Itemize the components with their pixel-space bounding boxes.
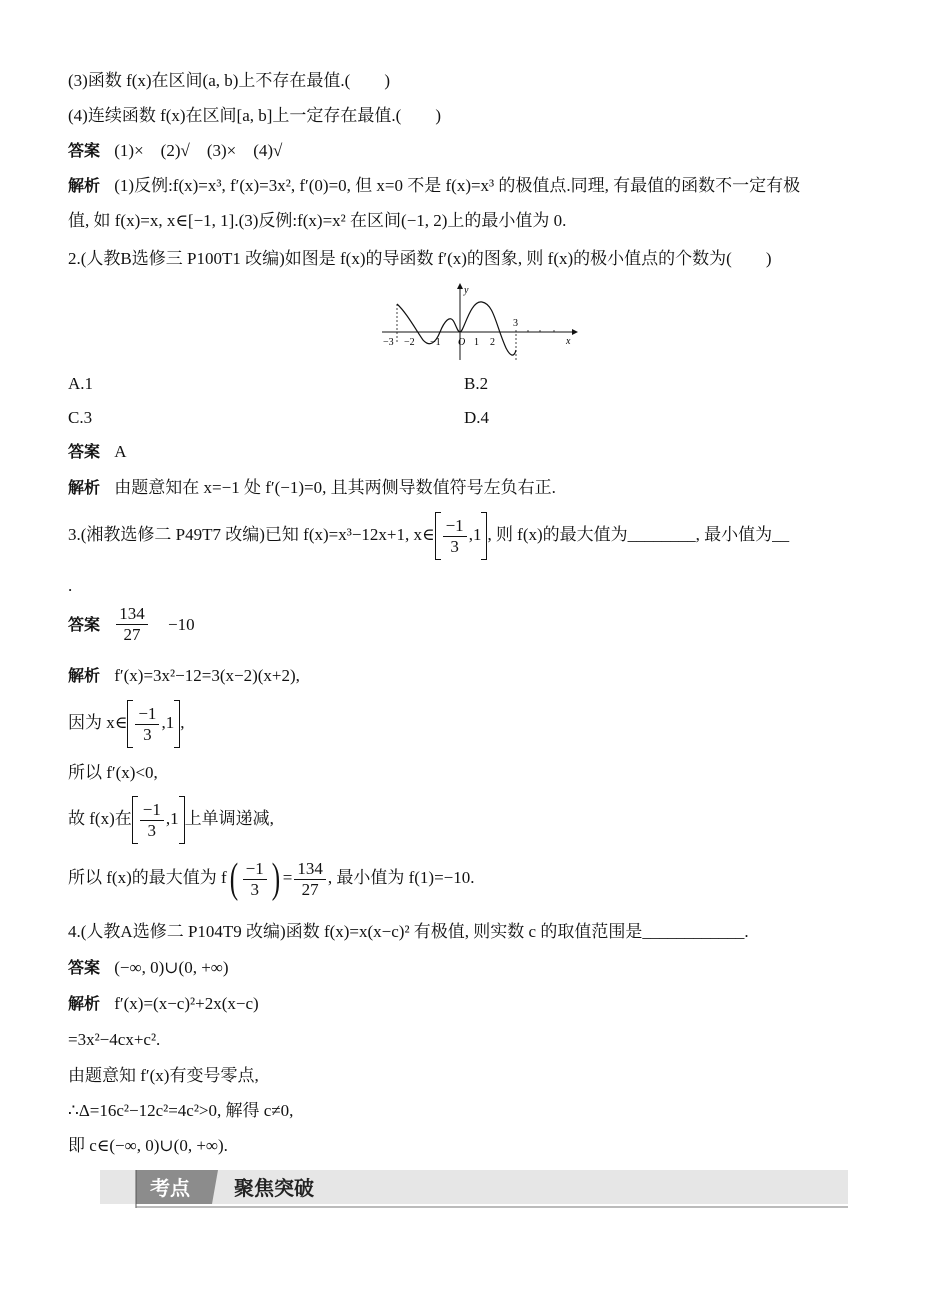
solution-label: 解析 xyxy=(68,994,101,1013)
tick-neg2: −2 xyxy=(404,337,415,348)
solution-label: 解析 xyxy=(68,176,101,195)
x-axis-arrow xyxy=(572,329,578,335)
answer-label: 答案 xyxy=(68,958,101,977)
answer-text: A xyxy=(114,442,127,461)
banner-title: 聚焦突破 xyxy=(234,1176,314,1200)
solution-label: 解析 xyxy=(68,478,101,497)
section-banner xyxy=(100,1168,848,1208)
option-b: B.2 xyxy=(464,374,489,393)
solution-4-line-1: 解析 f′(x)=(x−c)²+2x(x−c) xyxy=(68,994,259,1013)
statement-4: (4)连续函数 f(x)在区间[a, b]上一定存在最值.( ) xyxy=(68,106,441,125)
answer-min: −10 xyxy=(168,614,195,634)
question-3: 3.(湘教选修二 P49T7 改编)已知 f(x)=x³−12x+1, x∈ $\frac{-1}{3}$ ,1 , 则 f(x)的最大值为________, 最小值为__ xyxy=(68,512,789,560)
answer-label: 答案 xyxy=(68,614,101,634)
answer-3 xyxy=(68,604,195,645)
solution-3-line-2: 因为 x∈ $\frac{-1}{3}$ ,1 , xyxy=(68,700,184,748)
solution-4-line-5: 即 c∈(−∞, 0)∪(0, +∞). xyxy=(68,1136,228,1155)
tick-3: 3 xyxy=(513,318,518,329)
answer-text: (1)× (2)√ (3)× (4)√ xyxy=(114,141,283,160)
solution-1-line-2: 值, 如 f(x)=x, x∈[−1, 1].(3)反例:f(x)=x² 在区间(−1, 2)上的最小值为 0. xyxy=(68,211,567,230)
solution-3-line-5: 所以 f(x)的最大值为 f( $\frac{-1}{3}$ ) = $\frac{134}{27}$ , 最小值为 f(1)=−10. xyxy=(68,856,475,902)
tick-neg3: −3 xyxy=(383,337,394,348)
solution-text: 由题意知在 x=−1 处 f′(−1)=0, 且其两侧导数值符号左负右正. xyxy=(114,478,556,497)
banner-tag: 考点 xyxy=(150,1176,190,1200)
y-axis-arrow xyxy=(457,283,463,289)
answer-4 xyxy=(68,957,229,979)
solution-4-line-3: 由题意知 f′(x)有变号零点, xyxy=(68,1066,259,1085)
tick-2: 2 xyxy=(490,337,495,348)
answer-label: 答案 xyxy=(68,442,101,461)
solution-4-line-2: =3x²−4cx+c². xyxy=(68,1030,161,1049)
derivative-curve xyxy=(397,302,516,355)
answer-2 xyxy=(68,441,127,463)
statement-3: (3)函数 f(x)在区间(a, b)上不存在最值.( ) xyxy=(68,71,390,90)
solution-4-line-4: ∴Δ=16c²−12c²=4c²>0, 解得 c≠0, xyxy=(68,1101,294,1120)
tick-neg1: −1 xyxy=(430,337,441,348)
solution-3-line-1: 解析 f′(x)=3x²−12=3(x−2)(x+2), xyxy=(68,666,300,685)
solution-1-line-1 xyxy=(68,175,800,197)
option-d: D.4 xyxy=(464,408,490,427)
question-3-dot: . xyxy=(68,576,73,595)
solution-label: 解析 xyxy=(68,666,101,685)
answer-label: 答案 xyxy=(68,141,101,160)
answer-1 xyxy=(68,140,282,162)
solution-3-line-3: 所以 f′(x)<0, xyxy=(68,763,158,782)
origin-label: O xyxy=(458,337,466,348)
option-c: C.3 xyxy=(68,408,93,427)
tick-1: 1 xyxy=(474,337,479,348)
solution-3-line-4: 故 f(x)在 $\frac{-1}{3}$ ,1 上单调递减, xyxy=(68,796,274,844)
question-4: 4.(人教A选修二 P104T9 改编)函数 f(x)=x(x−c)² 有极值, 则实数 c 的取值范围是____________. xyxy=(68,922,749,941)
option-a: A.1 xyxy=(68,374,94,393)
answer-text: (−∞, 0)∪(0, +∞) xyxy=(114,958,229,977)
answer-fraction: $\frac{134}{27}$ xyxy=(116,604,148,645)
derivative-graph xyxy=(378,282,578,362)
y-axis-label: y xyxy=(464,285,469,296)
solution-2 xyxy=(68,477,556,499)
x-axis-label: x xyxy=(566,336,571,347)
question-2: 2.(人教B选修三 P100T1 改编)如图是 f(x)的导函数 f′(x)的图象, 则 f(x)的极小值点的个数为( ) xyxy=(68,249,772,268)
solution-text: (1)反例:f(x)=x³, f′(x)=3x², f′(0)=0, 但 x=0 不是 f(x)=x³ 的极值点.同理, 有最值的函数不一定有极 xyxy=(114,176,801,195)
